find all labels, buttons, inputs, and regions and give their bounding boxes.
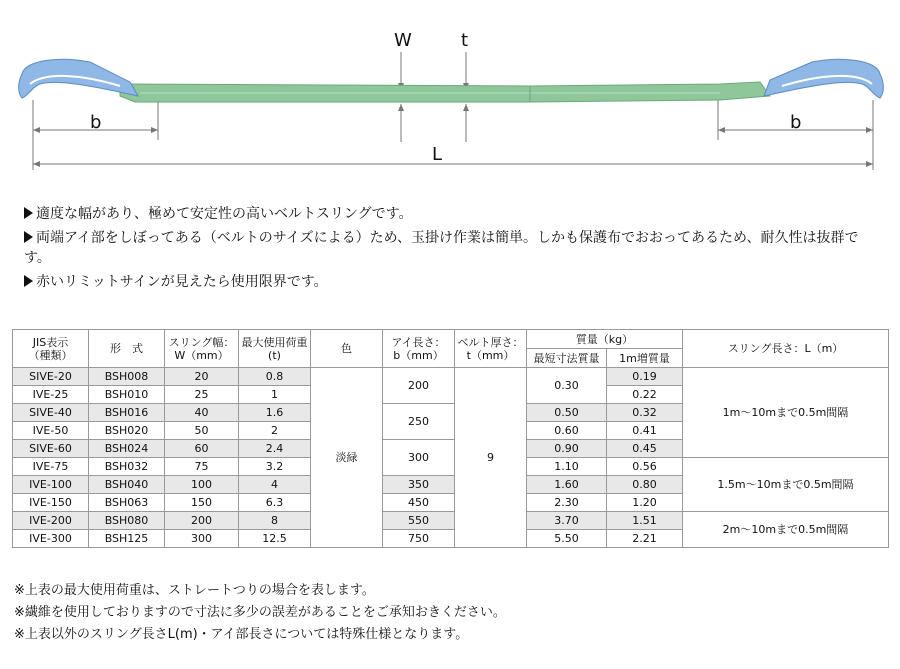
note-line: ※上表の最大使用荷重は、ストレートつりの場合を表します。: [14, 583, 375, 598]
cell-length: 1.5m～10mまで0.5m間隔: [683, 458, 889, 512]
cell-load: 2: [239, 422, 311, 440]
header-thickness: ベルト厚さ： t（mm）: [455, 330, 527, 368]
cell-eye-length: 250: [383, 404, 455, 440]
feature-text: 適度な幅があり、極めて安定性の高いベルトスリングです。: [36, 206, 413, 222]
header-mass-inc: 1m増質量: [607, 349, 683, 368]
cell-model: BSH063: [89, 494, 165, 512]
cell-eye-length: 450: [383, 494, 455, 512]
cell-jis: IVE-150: [13, 494, 89, 512]
cell-load: 2.4: [239, 440, 311, 458]
left-eye: [19, 59, 138, 98]
cell-width: 150: [165, 494, 239, 512]
header-model: 形 式: [89, 330, 165, 368]
feature-item: [24, 228, 884, 268]
triangle-bullet-icon: [24, 231, 33, 243]
feature-item: [24, 204, 884, 224]
feature-text: 赤いリミットサインが見えたら使用限界です。: [36, 274, 328, 290]
cell-load: 3.2: [239, 458, 311, 476]
cell-eye-length: 300: [383, 440, 455, 476]
header-mass: 質量（kg）: [527, 330, 683, 349]
cell-jis: IVE-100: [13, 476, 89, 494]
cell-mass-inc: 2.21: [607, 530, 683, 548]
note-line: ※繊維を使用しておりますので寸法に多少の誤差があることをご承知おきください。: [14, 605, 506, 620]
cell-width: 100: [165, 476, 239, 494]
cell-color: 淡緑: [311, 368, 383, 548]
cell-mass-inc: 0.56: [607, 458, 683, 476]
cell-load: 12.5: [239, 530, 311, 548]
cell-model: BSH008: [89, 368, 165, 386]
cell-load: 0.8: [239, 368, 311, 386]
b-right-label: b: [790, 112, 802, 133]
cell-eye-length: 350: [383, 476, 455, 494]
cell-mass-min: 1.60: [527, 476, 607, 494]
cell-model: BSH010: [89, 386, 165, 404]
cell-mass-min: 0.30: [527, 368, 607, 404]
header-color: 色: [311, 330, 383, 368]
cell-model: BSH032: [89, 458, 165, 476]
feature-list: [24, 204, 884, 296]
cell-mass-min: 5.50: [527, 530, 607, 548]
cell-model: BSH016: [89, 404, 165, 422]
cell-mass-inc: 0.19: [607, 368, 683, 386]
cell-jis: IVE-200: [13, 512, 89, 530]
cell-mass-min: 0.90: [527, 440, 607, 458]
cell-model: BSH020: [89, 422, 165, 440]
feature-text: 両端アイ部をしぼってある（ベルトのサイズによる）ため、玉掛け作業は簡単。しかも保護布でおおってあるため、耐久性は抜群です。: [24, 230, 859, 266]
w-label: W: [394, 30, 412, 51]
belt-body: [120, 82, 770, 102]
cell-mass-min: 1.10: [527, 458, 607, 476]
cell-load: 4: [239, 476, 311, 494]
header-mass-min: 最短寸法質量: [527, 349, 607, 368]
cell-width: 40: [165, 404, 239, 422]
cell-jis: IVE-75: [13, 458, 89, 476]
right-eye: [764, 59, 883, 98]
cell-width: 25: [165, 386, 239, 404]
cell-jis: SIVE-60: [13, 440, 89, 458]
cell-model: BSH125: [89, 530, 165, 548]
cell-width: 75: [165, 458, 239, 476]
dimension-lines: [33, 52, 873, 170]
note-line: ※上表以外のスリング長さL(m)・アイ部長さについては特殊仕様となります。: [14, 627, 469, 642]
cell-width: 20: [165, 368, 239, 386]
cell-width: 50: [165, 422, 239, 440]
cell-eye-length: 550: [383, 512, 455, 530]
cell-mass-min: 0.60: [527, 422, 607, 440]
cell-eye-length: 750: [383, 530, 455, 548]
header-load: 最大使用荷重 (t): [239, 330, 311, 368]
l-label: L: [432, 144, 443, 165]
cell-jis: IVE-50: [13, 422, 89, 440]
cell-mass-min: 2.30: [527, 494, 607, 512]
cell-mass-inc: 1.51: [607, 512, 683, 530]
cell-jis: SIVE-40: [13, 404, 89, 422]
cell-mass-inc: 0.80: [607, 476, 683, 494]
cell-length: 1m～10mまで0.5m間隔: [683, 368, 889, 458]
cell-load: 6.3: [239, 494, 311, 512]
b-left-label: b: [90, 112, 102, 133]
cell-width: 300: [165, 530, 239, 548]
cell-jis: IVE-300: [13, 530, 89, 548]
header-jis: JIS表示 （種類）: [13, 330, 89, 368]
spec-table: [12, 329, 889, 548]
cell-thickness: 9: [455, 368, 527, 548]
cell-mass-inc: 1.20: [607, 494, 683, 512]
cell-model: BSH024: [89, 440, 165, 458]
cell-jis: SIVE-20: [13, 368, 89, 386]
header-length: スリング長さ：L（m）: [683, 330, 889, 368]
triangle-bullet-icon: [24, 207, 33, 219]
cell-eye-length: 200: [383, 368, 455, 404]
cell-mass-min: 3.70: [527, 512, 607, 530]
cell-mass-inc: 0.22: [607, 386, 683, 404]
cell-mass-inc: 0.41: [607, 422, 683, 440]
feature-item: [24, 272, 884, 292]
cell-model: BSH040: [89, 476, 165, 494]
triangle-bullet-icon: [24, 275, 33, 287]
cell-model: BSH080: [89, 512, 165, 530]
cell-width: 200: [165, 512, 239, 530]
cell-mass-min: 0.50: [527, 404, 607, 422]
header-width: スリング幅： W（mm）: [165, 330, 239, 368]
notes: [14, 580, 506, 646]
cell-length: 2m～10mまで0.5m間隔: [683, 512, 889, 548]
cell-jis: IVE-25: [13, 386, 89, 404]
cell-width: 60: [165, 440, 239, 458]
cell-load: 1: [239, 386, 311, 404]
cell-load: 8: [239, 512, 311, 530]
cell-mass-inc: 0.45: [607, 440, 683, 458]
sling-diagram: [0, 0, 900, 190]
header-eye-length: アイ長さ： b（mm）: [383, 330, 455, 368]
t-label: t: [461, 30, 469, 51]
cell-load: 1.6: [239, 404, 311, 422]
cell-mass-inc: 0.32: [607, 404, 683, 422]
